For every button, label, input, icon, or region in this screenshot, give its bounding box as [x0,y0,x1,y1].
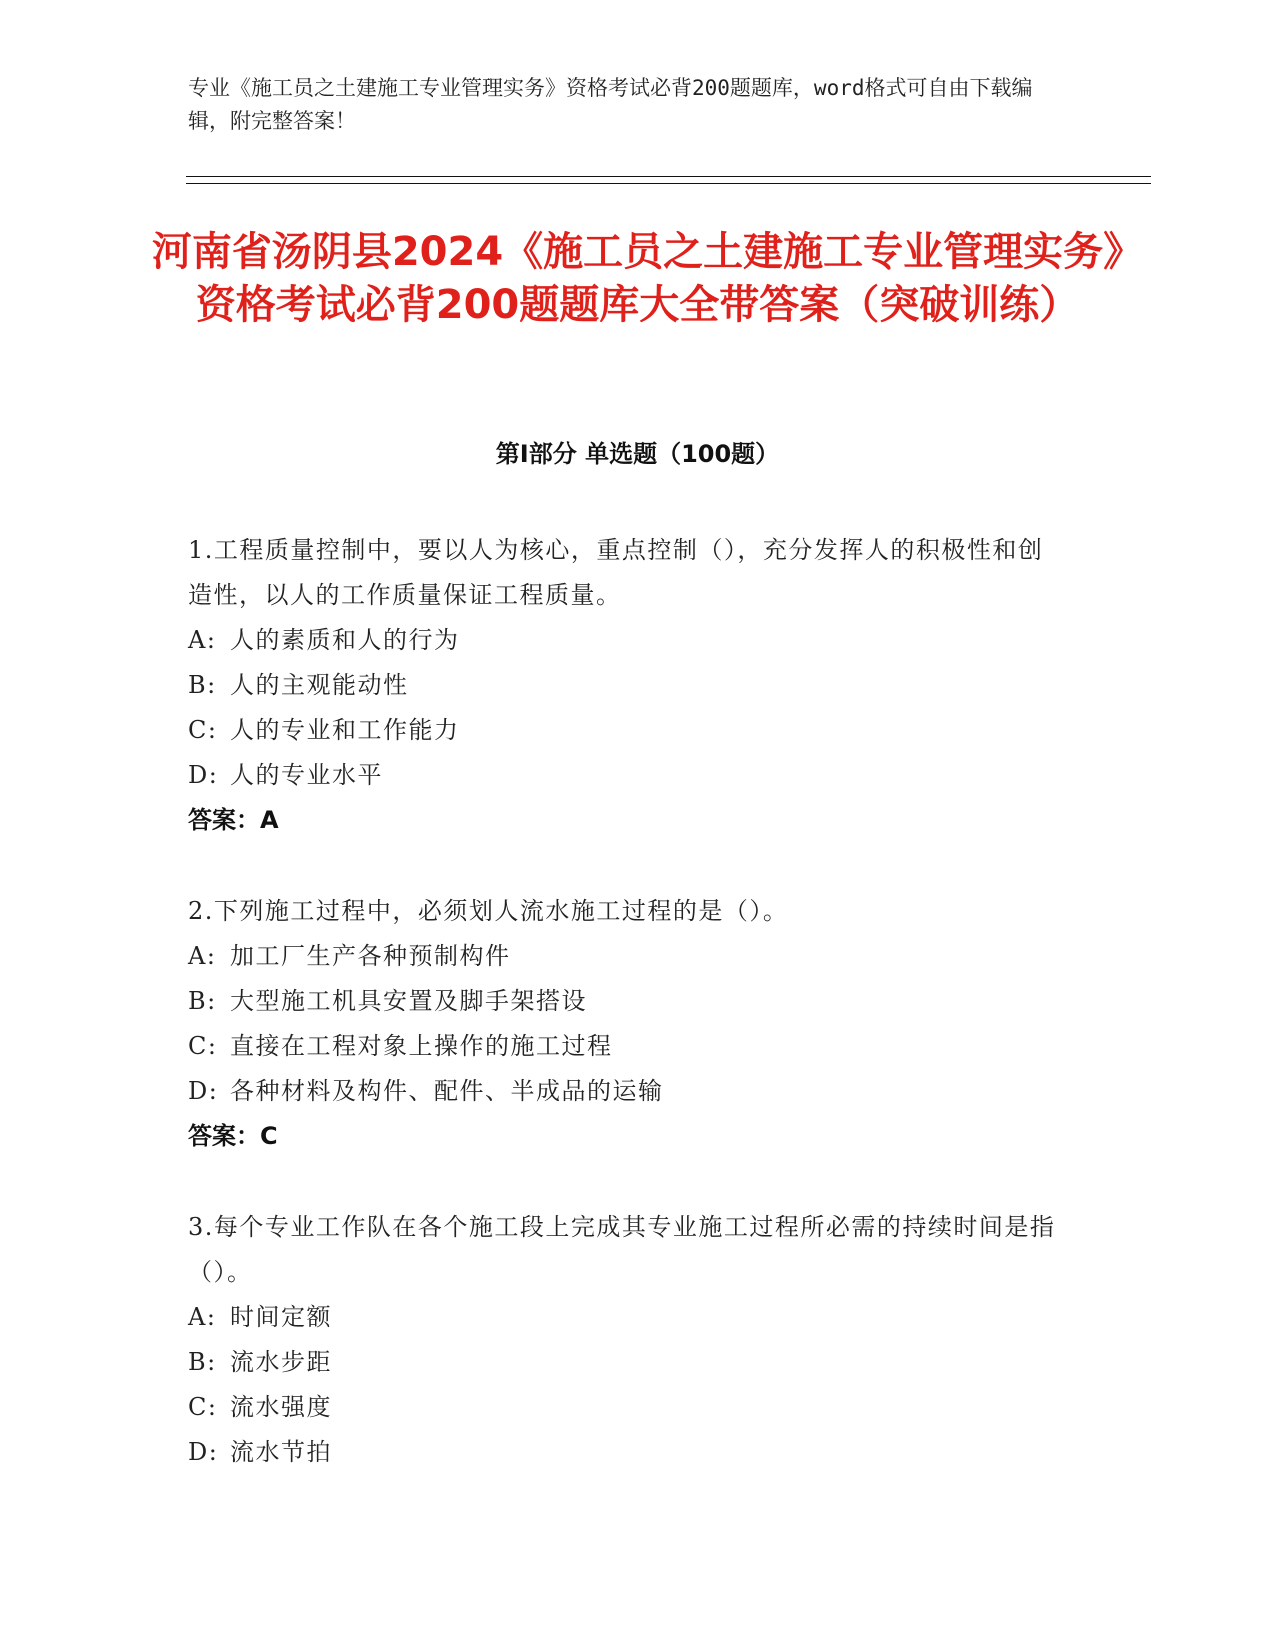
question-2 [188,889,1068,1159]
option-c [188,1024,1068,1069]
question-stem: 3.每个专业工作队在各个施工段上完成其专业施工过程所必需的持续时间是指（）。 [188,1213,1056,1286]
option-text: 各种材料及构件、配件、半成品的运输 [230,1077,664,1105]
option-text: 流水强度 [230,1393,332,1421]
option-text: 人的专业和工作能力 [230,716,460,744]
option-a [188,618,1068,663]
option-letter: A: [188,626,217,654]
option-text: 直接在工程对象上操作的施工过程 [230,1032,613,1060]
option-c [188,1385,1068,1430]
option-text: 流水步距 [230,1348,332,1376]
option-text: 人的专业水平 [230,761,383,789]
option-letter: B: [188,1348,217,1376]
option-text: 时间定额 [230,1303,332,1331]
option-letter: C: [188,1393,218,1421]
option-letter: A: [188,1303,217,1331]
question-list [188,528,1068,1521]
header-note: 专业《施工员之土建施工专业管理实务》资格考试必背200题题库，word格式可自由下载编辑，附完整答案！ [188,76,1033,133]
document-title: 河南省汤阴县2024《施工员之土建施工专业管理实务》资格考试必背200题题库大全带答案（突破训练） [151,229,1124,328]
question-1 [188,528,1068,843]
option-letter: C: [188,716,218,744]
option-text: 大型施工机具安置及脚手架搭设 [230,987,587,1015]
option-letter: D: [188,761,219,789]
header-divider-bottom [186,183,1151,184]
option-letter: A: [188,942,217,970]
option-letter: B: [188,987,217,1015]
option-letter: B: [188,671,217,699]
question-3 [188,1205,1068,1475]
option-letter: D: [188,1438,219,1466]
answer-line: 答案：A [188,806,279,834]
question-stem: 2.下列施工过程中，必须划人流水施工过程的是（）。 [188,897,789,925]
question-stem: 1.工程质量控制中，要以人为核心，重点控制（），充分发挥人的积极性和创造性，以人的工作质量保证工程质量。 [188,536,1044,609]
option-b [188,1340,1068,1385]
answer-line: 答案：C [188,1122,278,1150]
option-text: 人的素质和人的行为 [230,626,460,654]
option-text: 加工厂生产各种预制构件 [230,942,511,970]
option-a [188,1295,1068,1340]
option-b [188,979,1068,1024]
option-text: 流水节拍 [230,1438,332,1466]
option-letter: C: [188,1032,218,1060]
header-divider-top [186,176,1151,177]
option-b [188,663,1068,708]
section-title: 第Ⅰ部分 单选题（100题） [495,440,780,468]
option-d [188,1430,1068,1475]
option-a [188,934,1068,979]
option-c [188,708,1068,753]
option-letter: D: [188,1077,219,1105]
option-d [188,753,1068,798]
option-d [188,1069,1068,1114]
option-text: 人的主观能动性 [230,671,409,699]
